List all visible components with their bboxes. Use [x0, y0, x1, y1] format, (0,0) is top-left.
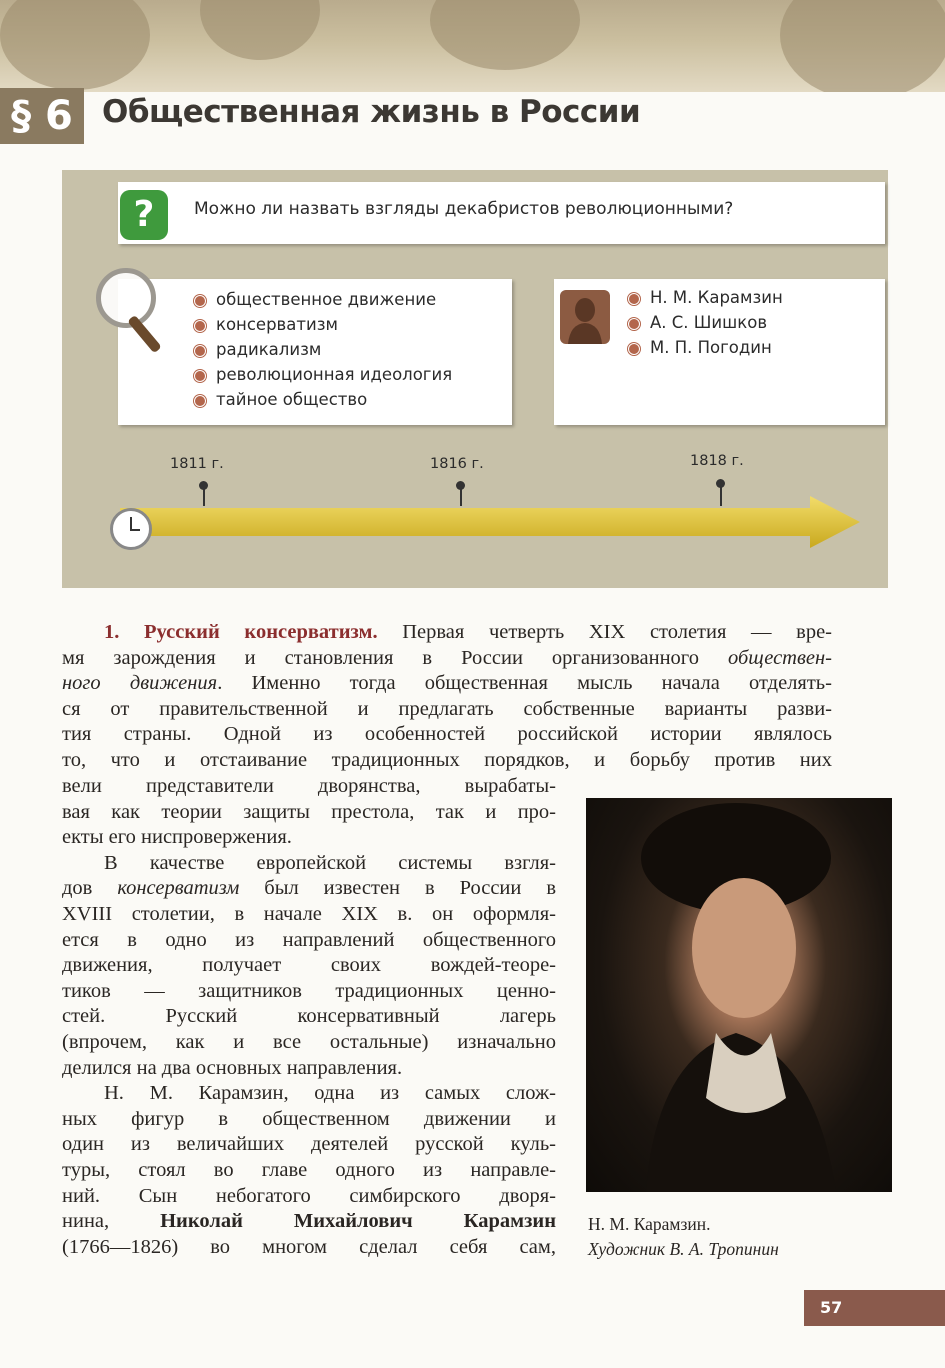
text-line: тия страны. Одной из особенностей российской истории являлось: [62, 723, 832, 746]
text-line: екты его ниспровержения.: [62, 826, 292, 849]
text-line: В качестве европейской системы взгля-: [104, 851, 556, 874]
timeline-arrow: [120, 496, 860, 566]
text-line: делился на два основных направления.: [62, 1056, 403, 1079]
timeline-tick-dot: [199, 481, 208, 490]
text-line: нина, Николай Михайлович Карамзин: [62, 1210, 556, 1233]
text-line: мя зарождения и становления в России организованного обществен-: [62, 646, 832, 669]
page-title: Общественная жизнь в России: [102, 94, 641, 130]
caption-line: Художник В. А. Тропинин: [588, 1239, 779, 1259]
text-line: тиков — защитников традиционных ценно-: [62, 979, 556, 1002]
timeline-year: 1816 г.: [430, 456, 484, 472]
list-item: тайное общество: [190, 387, 452, 412]
text-line: туры, стоял во главе одного из направле-: [62, 1158, 556, 1181]
text-line: ного движения. Именно тогда общественная мысль начала отделять-: [62, 672, 832, 695]
text-line: вели представители дворянства, вырабаты-: [62, 775, 556, 797]
text-line: ся от правительственной и предлагать собственные варианты разви-: [62, 697, 832, 720]
karamzin-portrait-image: [586, 798, 892, 1192]
section-body-wide: [62, 620, 832, 774]
timeline-tick-dot: [716, 479, 725, 488]
text-line: ний. Сын небогатого симбирского дворя-: [62, 1184, 556, 1207]
list-item: радикализм: [190, 337, 452, 362]
section-heading: 1. Русский консерватизм.: [104, 621, 378, 643]
text-line: то, что и отстаивание традиционных порядков, и борьбу против них: [62, 748, 832, 771]
list-item: консерватизм: [190, 312, 452, 337]
text-line: стей. Русский консервативный лагерь: [62, 1005, 556, 1028]
caption-line: Н. М. Карамзин.: [588, 1214, 711, 1234]
list-item: М. П. Погодин: [624, 335, 783, 360]
timeline-tick-dot: [456, 481, 465, 490]
text-line: движения, получает своих вождей-теоре-: [62, 954, 556, 977]
timeline-year: 1811 г.: [170, 456, 224, 472]
question-mark-icon: ?: [120, 190, 168, 240]
clock-icon: [110, 508, 152, 550]
text-line: ется в одно из направлений общественного: [62, 928, 556, 951]
list-item: Н. М. Карамзин: [624, 285, 783, 310]
terms-list: [190, 287, 452, 412]
text-line: (1766—1826) во многом сделал себя сам,: [62, 1235, 556, 1258]
timeline-year: 1818 г.: [690, 453, 744, 469]
paragraph-badge: § 6: [0, 88, 84, 144]
list-item: общественное движение: [190, 287, 452, 312]
text-line: дов консерватизм был известен в России в: [62, 877, 556, 900]
page-number: 57: [804, 1290, 945, 1326]
text-line: (впрочем, как и все остальные) изначально: [62, 1030, 556, 1053]
text-line: один из величайших деятелей русской куль-: [62, 1133, 556, 1156]
person-silhouette-icon: [560, 290, 610, 344]
header-banner-image: [0, 0, 945, 92]
person-name-bold: Николай Михайлович Карамзин: [160, 1210, 556, 1233]
text-line: ных фигур в общественном движении и: [62, 1107, 556, 1130]
list-item: революционная идеология: [190, 362, 452, 387]
text-line: 1. Русский консерватизм. Первая четверть XIX столетия — вре-: [104, 621, 833, 643]
magnifier-icon: [96, 268, 156, 328]
section-body-narrow: [62, 774, 556, 1260]
question-text: Можно ли назвать взгляды декабристов революционными?: [194, 199, 734, 219]
persons-list: [624, 285, 783, 360]
text-line: Н. М. Карамзин, одна из самых слож-: [104, 1082, 556, 1105]
list-item: А. С. Шишков: [624, 310, 783, 335]
figure-caption: [588, 1212, 779, 1262]
text-line: вая как теории защиты престола, так и про-: [62, 800, 556, 823]
text-line: XVIII столетии, в начале XIX в. он оформля-: [62, 902, 556, 925]
